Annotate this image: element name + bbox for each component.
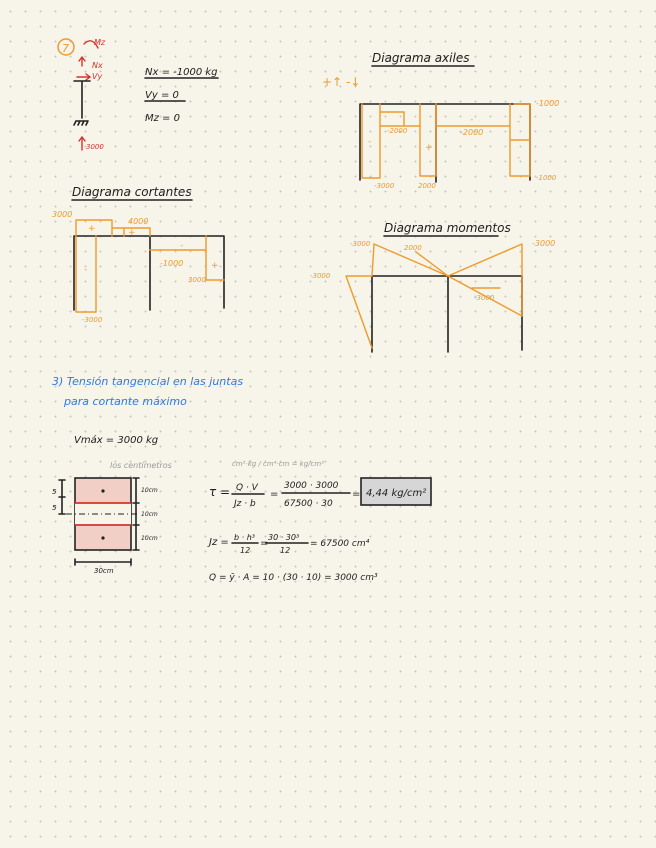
axial-arrow-icon — [79, 57, 85, 66]
q-line: Q = ȳ · A = 10 · (30 · 10) = 3000 cm³ — [209, 573, 378, 583]
momentos-label-top-left: -3000 — [350, 240, 371, 248]
axiles-sign-a: - — [368, 137, 372, 147]
section-heading-line1: 3) Tensión tangencial en las juntas — [52, 375, 244, 388]
column-sketch — [74, 81, 90, 118]
support-icon — [74, 121, 88, 125]
momentos-left-col — [346, 276, 372, 348]
dim-d1: 5 — [52, 488, 57, 496]
axiles-label-bottom-right: -1000 — [536, 174, 557, 182]
cortantes-diagram — [52, 185, 224, 324]
jz-num-1: b · h³ — [234, 533, 255, 542]
axiles-bar-right — [510, 104, 530, 176]
dim-d2: 5 — [52, 504, 57, 512]
eq-1: = — [270, 489, 279, 500]
cortantes-title: Diagrama cortantes — [72, 185, 192, 199]
tau-denominator: Jz · b — [234, 499, 256, 509]
dim-h1: 10cm — [141, 487, 158, 494]
units-line: cm³·kg / cm⁴·cm = kg/cm² — [232, 460, 325, 468]
dim-h3: 10cm — [141, 535, 158, 542]
vmax-value: Vmáx = 3000 kg — [74, 435, 159, 446]
centroid-bottom — [101, 536, 104, 539]
axiles-label-bottom-a: -3000 — [374, 182, 395, 190]
axiles-label-inner-left: -2000 — [387, 127, 408, 135]
mz-value: Mz = 0 — [145, 113, 180, 124]
jz-result: = 67500 cm⁴ — [310, 539, 370, 549]
axiles-bar-mid — [420, 104, 436, 176]
vy-value: Vy = 0 — [145, 90, 179, 101]
cortantes-right — [150, 236, 224, 280]
cortantes-label-mid: -1000 — [160, 259, 184, 268]
axiles-sign-b: + — [425, 143, 433, 153]
dim-width: 30cm — [94, 567, 114, 575]
axiles-label-bottom-b: 2000 — [418, 182, 436, 190]
cortantes-label-bottom: -3000 — [82, 316, 103, 324]
cortantes-sign-plus-b: + — [128, 228, 136, 238]
reaction-arrow-icon — [79, 137, 85, 150]
axiles-title: Diagrama axiles — [372, 51, 470, 65]
dim-h2: 10cm — [141, 511, 158, 518]
num-2: 3000 · 3000 — [284, 481, 339, 491]
centroid-top — [101, 489, 104, 492]
vy-label: Vy — [92, 72, 103, 81]
mz-label: Mz — [94, 38, 106, 47]
problem-number: 7 — [62, 42, 69, 55]
axiles-beam-left — [380, 112, 420, 126]
dim-bottom — [75, 559, 131, 565]
cortantes-label-right: 3000 — [188, 276, 206, 284]
momentos-diagram — [310, 221, 555, 352]
axiles-sign-e: - — [517, 153, 521, 163]
momentos-right-span — [448, 244, 522, 276]
section-heading-line2: para cortante máximo — [64, 395, 187, 408]
sign-minus: -↓ — [346, 75, 361, 89]
cortantes-label-top-mid: 4000 — [128, 217, 149, 226]
axiles-label-inner-right: -2000 — [460, 128, 484, 137]
dim-left — [59, 480, 65, 514]
tau-lhs: τ = — [209, 485, 231, 499]
cortantes-sign-minus-a: - — [84, 265, 88, 275]
momentos-label-top-mid: 2000 — [404, 244, 422, 252]
den-2: 67500 · 30 — [284, 499, 333, 509]
axiles-label-top-right: -1000 — [536, 99, 560, 108]
axiles-diagram — [322, 51, 559, 190]
cortantes-sign-plus-c: + — [211, 261, 219, 271]
problem-header — [58, 38, 218, 151]
cortantes-label-top-left: 3000 — [52, 210, 73, 219]
cortantes-sign-plus-a: + — [88, 224, 96, 234]
result-value: 4,44 kg/cm² — [366, 488, 427, 499]
section-3 — [52, 375, 431, 583]
axiles-sign-c: - — [470, 115, 474, 125]
jz-prefix: Jz = — [209, 537, 229, 548]
axiles-frame — [360, 104, 530, 182]
axiles-sign-d: - — [517, 117, 521, 127]
nx-value: Nx = -1000 kg — [145, 67, 218, 78]
jz-den-2: 12 — [280, 546, 291, 555]
nx-label: Nx — [92, 61, 103, 70]
jz-eq: = — [260, 538, 269, 549]
momentos-label-center: -3000 — [474, 294, 495, 302]
momentos-title: Diagrama momentos — [384, 221, 511, 235]
sign-plus: +↑ — [322, 75, 343, 89]
shear-arrow-icon — [77, 74, 90, 80]
units-note: los centímetros — [110, 461, 172, 470]
tau-numerator: Q · V — [236, 483, 258, 493]
cortantes-sign-minus-b: - — [180, 241, 184, 251]
jz-num-2: 30 · 30³ — [268, 533, 300, 542]
eq-2: = — [352, 489, 361, 500]
momentos-label-left: -3000 — [310, 272, 331, 280]
jz-den-1: 12 — [240, 546, 251, 555]
reaction-label: 3000 — [86, 143, 104, 151]
momentos-label-top-right: -3000 — [532, 239, 556, 248]
